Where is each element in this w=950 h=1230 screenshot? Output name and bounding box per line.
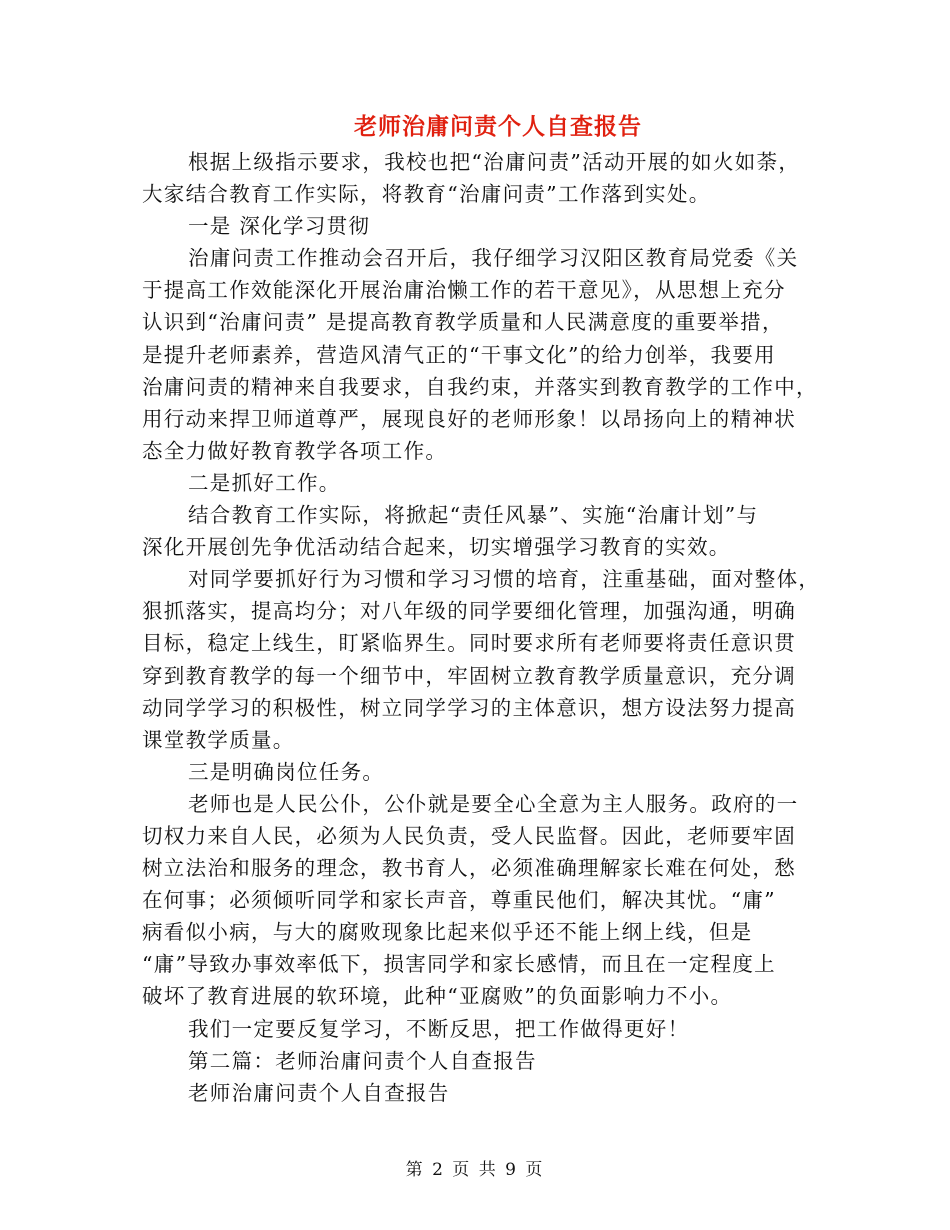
document-body (142, 146, 821, 1109)
paragraph-line: 狠抓落实，提高均分；对八年级的同学要细化管理，加强沟通，明确 (142, 599, 796, 624)
paragraph-line: 结合教育工作实际，将掀起“责任风暴”、实施“治庸计划”与 (188, 503, 759, 528)
paragraph-line: 治庸问责的精神来自我要求，自我约束，并落实到教育教学的工作中， (142, 374, 818, 399)
section-heading: 三是明确岗位任务。 (188, 759, 385, 784)
paragraph-line: 根据上级指示要求，我校也把“治庸问责”活动开展的如火如荼， (188, 150, 801, 174)
paragraph-line: 是提升老师素养，营造风清气正的“干事文化”的给力创举，我要用 (142, 342, 776, 367)
paragraph-line: 治庸问责工作推动会召开后，我仔细学习汉阳区教育局党委《关 (188, 246, 799, 271)
section-heading: 二是抓好工作。 (188, 470, 341, 495)
paragraph-line: 深化开展创先争优活动结合起来，切实增强学习教育的实效。 (142, 535, 731, 560)
paragraph-line: 态全力做好教育教学各项工作。 (142, 438, 448, 463)
paragraph-line: 认识到“治庸问责” 是提高教育教学质量和人民满意度的重要举措， (142, 310, 784, 335)
paragraph-line: 病看似小病，与大的腐败现象比起来似乎还不能上纲上线，但是 (142, 920, 753, 945)
paragraph-line: 目标，稳定上线生，盯紧临界生。同时要求所有老师要将责任意识贯 (142, 631, 796, 656)
paragraph-line: 于提高工作效能深化开展治庸治懒工作的若干意见》，从思想上充分 (142, 278, 786, 303)
paragraph-line: 动同学学习的积极性，树立同学学习的主体意识，想方设法努力提高 (142, 695, 796, 720)
paragraph-line: 在何事；必须倾听同学和家长声音，尊重民他们，解决其忧。“庸” (142, 888, 776, 913)
paragraph-line: 对同学要抓好行为习惯和学习习惯的培育，注重基础，面对整体， (188, 567, 821, 592)
paragraph-line: 切权力来自人民，必须为人民负责，受人民监督。因此，老师要牢固 (142, 823, 796, 848)
paragraph-line: 破坏了教育进展的软环境，此种“亚腐败”的负面影响力不小。 (142, 984, 733, 1009)
section-heading: 一是 深化学习贯彻 (188, 214, 371, 239)
paragraph-line: 课堂教学质量。 (142, 727, 295, 752)
paragraph-line: “庸”导致办事效率低下，损害同学和家长感情，而且在一定程度上 (142, 952, 776, 977)
paragraph-line: 树立法治和服务的理念，教书育人，必须准确理解家长难在何处，愁 (142, 856, 796, 881)
section-heading: 老师治庸问责个人自查报告 (188, 1080, 450, 1105)
page-number-footer: 第 2 页 共 9 页 (405, 1160, 545, 1180)
paragraph-line: 用行动来捍卫师道尊严，展现良好的老师形象！以昂扬向上的精神状 (142, 406, 796, 431)
paragraph-line: 我们一定要反复学习，不断反思，把工作做得更好！ (188, 1016, 690, 1041)
paragraph-line: 穿到教育教学的每一个细节中，牢固树立教育教学质量意识，充分调 (142, 663, 796, 688)
section-heading: 第二篇：老师治庸问责个人自查报告 (188, 1048, 537, 1073)
paragraph-line: 大家结合教育工作实际，将教育“治庸问责”工作落到实处。 (142, 182, 711, 207)
paragraph-line: 老师也是人民公仆，公仆就是要全心全意为主人服务。政府的一 (188, 791, 799, 816)
document-title: 老师治庸问责个人自查报告 (354, 114, 642, 140)
